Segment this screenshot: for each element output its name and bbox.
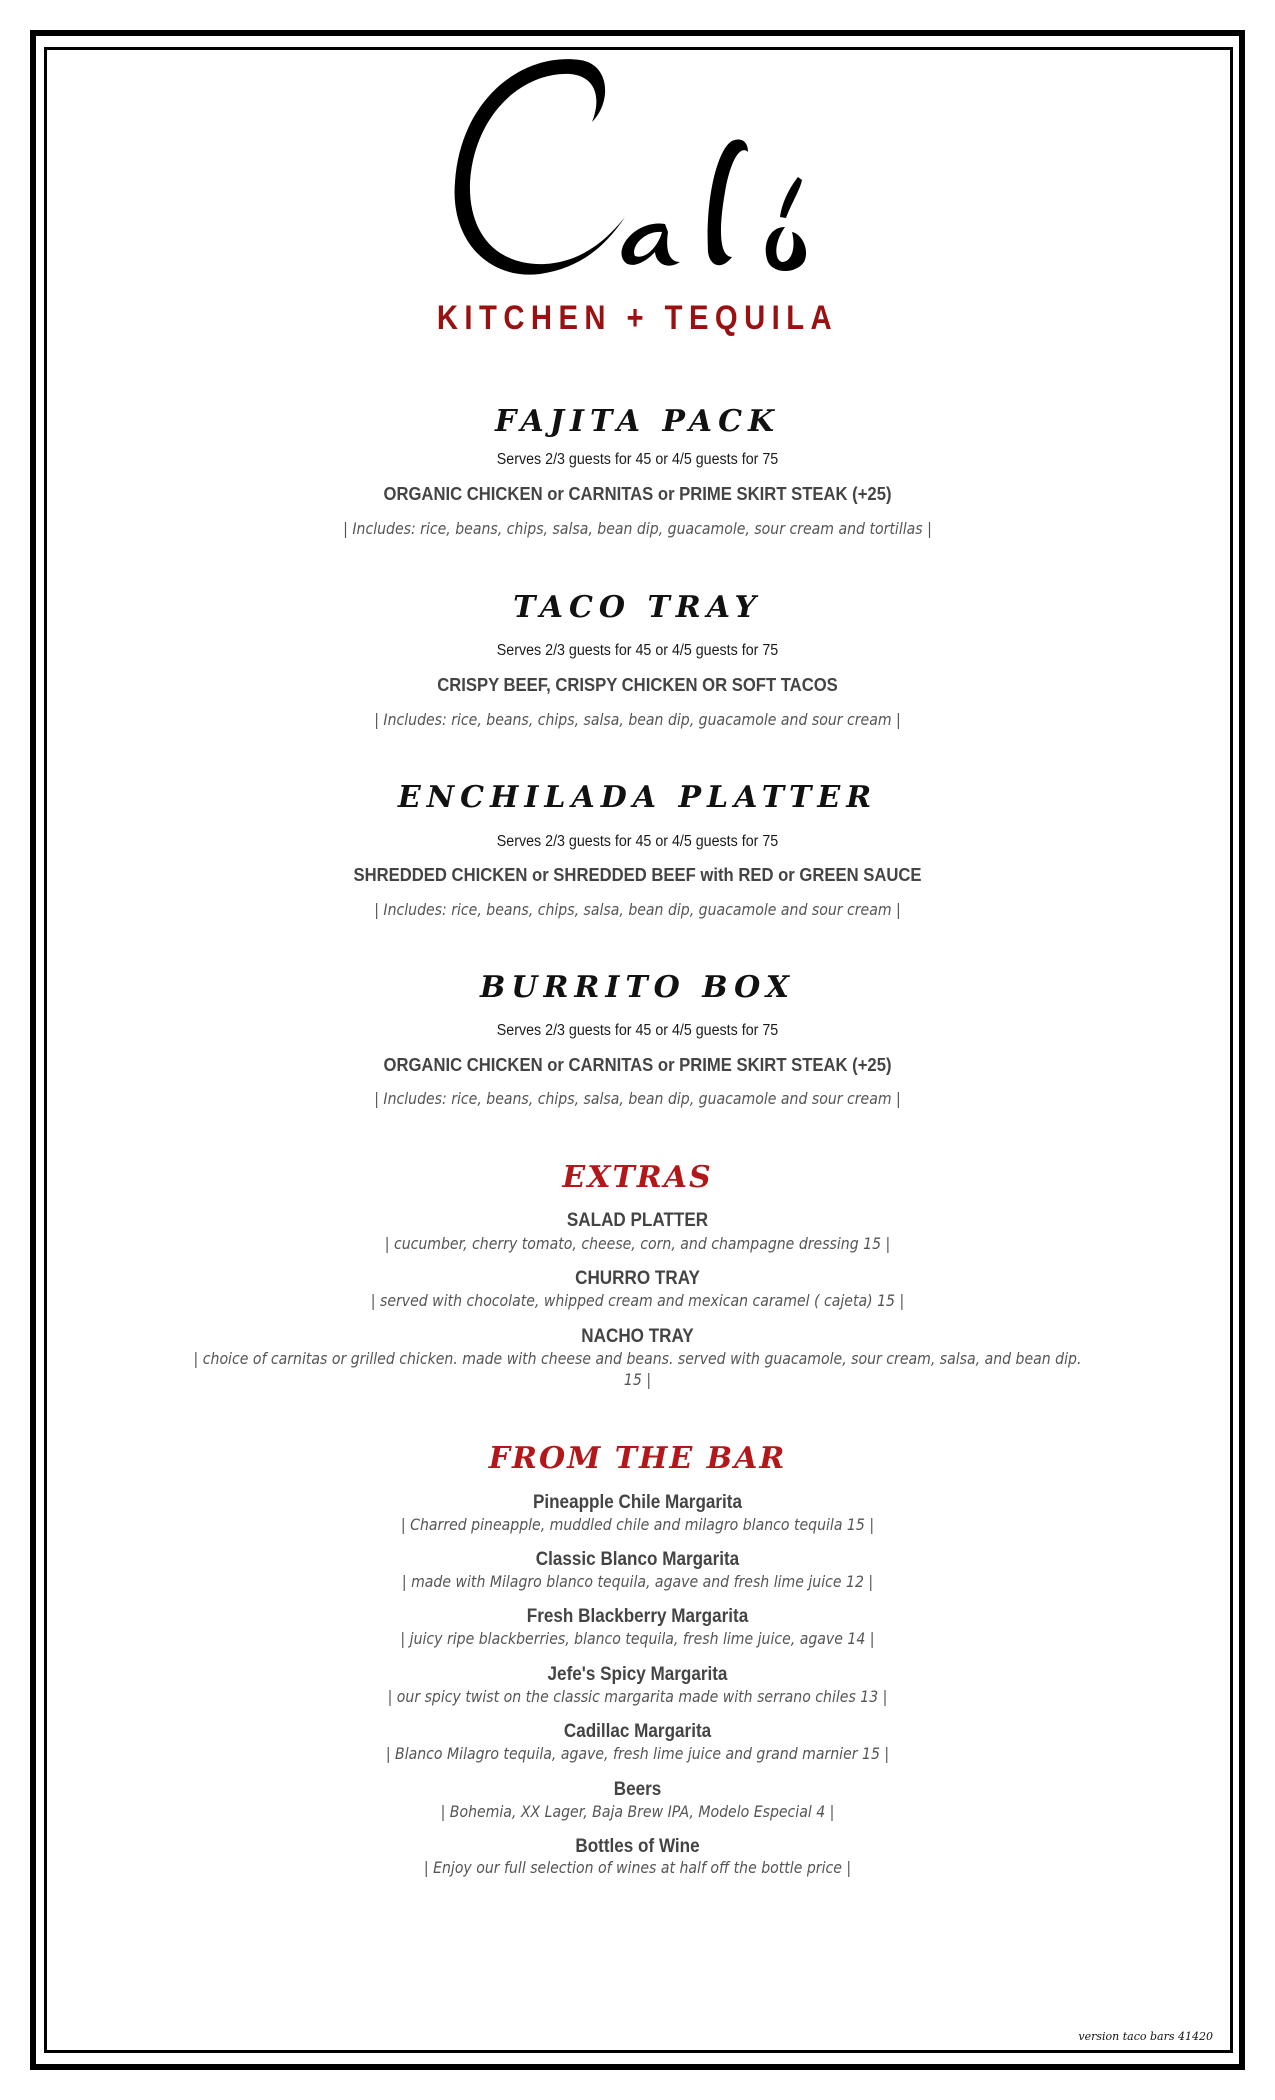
version-note: version taco bars 41420 [1078,2030,1213,2043]
includes-text: | Includes: rice, beans, chips, salsa, bean dip, guacamole and sour cream | [374,710,901,729]
bar-item-desc: | our spicy twist on the classic margarita made with serrano chiles 13 | [387,1687,888,1706]
bar-item-desc: | Charred pineapple, muddled chile and milagro blanco tequila 15 | [400,1515,875,1534]
section-title-from-the-bar: FROM THE BAR [488,1441,787,1476]
serves-text: Serves 2/3 guests for 45 or 4/5 guests for 75 [496,1022,779,1039]
section-title-taco-tray: TACO TRAY [513,590,762,625]
serves-text: Serves 2/3 guests for 45 or 4/5 guests for 75 [496,451,779,468]
bar-item-desc: | made with Milagro blanco tequila, agave and fresh lime juice 12 | [401,1572,874,1591]
bar-item-desc: | Enjoy our full selection of wines at half off the bottle price | [423,1858,852,1877]
bar-item-name: Cadillac Margarita [563,1721,712,1742]
extra-item-desc: | served with chocolate, whipped cream and mexican caramel ( cajeta) 15 | [370,1291,905,1310]
tagline: KITCHEN + TEQUILA [436,299,839,337]
includes-text: | Includes: rice, beans, chips, salsa, bean dip, guacamole and sour cream | [374,1089,901,1108]
options-text: SHREDDED CHICKEN or SHREDDED BEEF with RED or GREEN SAUCE [353,864,922,885]
bar-item-desc: | Bohemia, XX Lager, Baja Brew IPA, Modelo Especial 4 | [440,1802,835,1821]
options-text: CRISPY BEEF, CRISPY CHICKEN OR SOFT TACOS [437,674,838,695]
calo-logo-icon [430,52,850,282]
section-title-enchilada-platter: ENCHILADA PLATTER [397,780,878,815]
bar-item-name: Jefe's Spicy Margarita [547,1664,728,1685]
section-title-extras: EXTRAS [562,1160,713,1195]
section-title-burrito-box: BURRITO BOX [479,970,796,1005]
options-text: ORGANIC CHICKEN or CARNITAS or PRIME SKIRT STEAK (+25) [383,483,892,504]
section-title-fajita-pack: FAJITA PACK [494,404,781,439]
bar-item-name: Beers [613,1779,662,1800]
extra-item-desc: | cucumber, cherry tomato, cheese, corn, and champagne dressing 15 | [384,1234,891,1253]
serves-text: Serves 2/3 guests for 45 or 4/5 guests for 75 [496,642,779,659]
bar-item-name: Classic Blanco Margarita [535,1549,740,1570]
serves-text: Serves 2/3 guests for 45 or 4/5 guests for 75 [496,833,779,850]
bar-item-name: Bottles of Wine [575,1836,700,1857]
options-text: ORGANIC CHICKEN or CARNITAS or PRIME SKIRT STEAK (+25) [383,1054,892,1075]
extra-item-name: SALAD PLATTER [566,1210,709,1231]
extra-item-name: NACHO TRAY [581,1326,694,1347]
bar-item-desc: | juicy ripe blackberries, blanco tequila, fresh lime juice, agave 14 | [400,1629,875,1648]
includes-text: | Includes: rice, beans, chips, salsa, bean dip, guacamole, sour cream and tortillas | [343,519,932,538]
includes-text: | Includes: rice, beans, chips, salsa, bean dip, guacamole and sour cream | [374,900,901,919]
extra-item-name: CHURRO TRAY [575,1268,700,1289]
extra-item-desc-continued: 15 | [623,1370,652,1389]
bar-item-name: Fresh Blackberry Margarita [526,1606,749,1627]
bar-item-desc: | Blanco Milagro tequila, agave, fresh lime juice and grand marnier 15 | [385,1744,890,1763]
bar-item-name: Pineapple Chile Margarita [532,1492,743,1513]
extra-item-desc: | choice of carnitas or grilled chicken. made with cheese and beans. served with guacamole, sour cream, salsa, and bean dip. [193,1349,1082,1368]
